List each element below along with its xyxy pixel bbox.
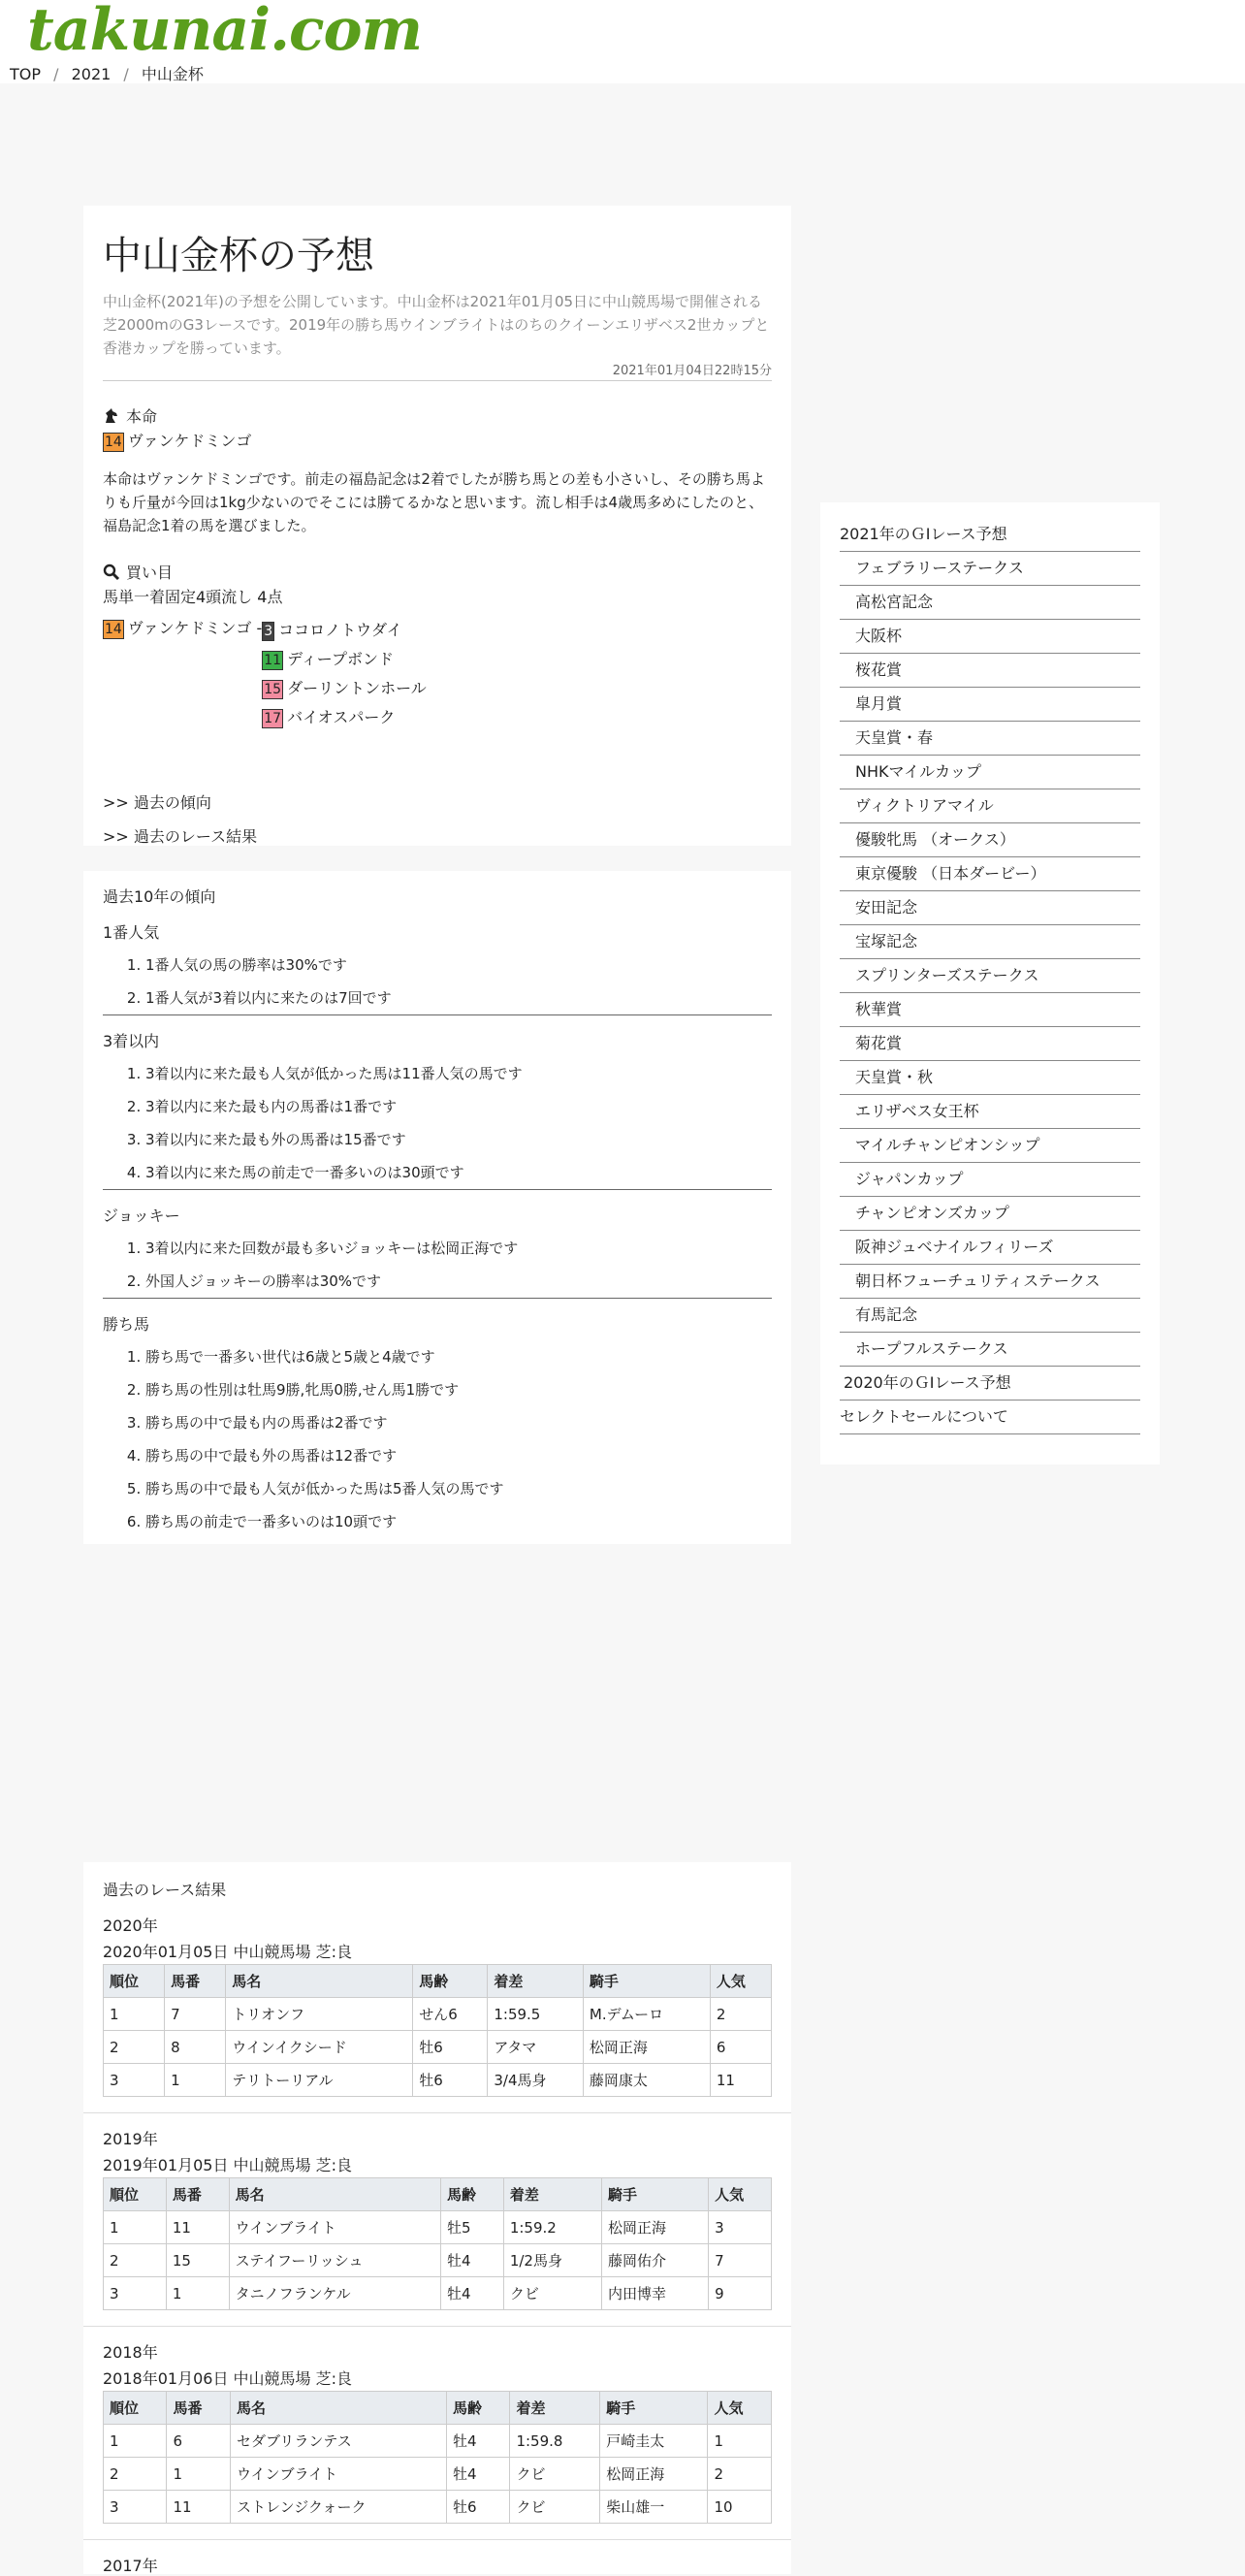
table-row [104,2064,772,2097]
sidebar-category-link[interactable]: 2021年のＧⅠレース予想 [840,518,1140,552]
column-header: 馬名 [229,2178,440,2211]
trend-list [103,1340,772,1538]
sidebar-race-link[interactable]: 宝塚記念 [840,925,1140,959]
sidebar-race-link[interactable]: 菊花賞 [840,1027,1140,1061]
column-header: 騎手 [583,1965,710,1998]
trend-item: 3. 勝ち馬の中で最も内の馬番は2番です [145,1406,772,1439]
table-header-row [104,2392,772,2425]
trend-item: 2. 1番人気が3着以内に来たのは7回です [145,982,772,1014]
table-cell: ウインブライト [230,2458,446,2491]
table-cell: 1 [708,2425,772,2458]
result-year: 2017年 [103,2557,158,2575]
table-cell: 6 [710,2031,771,2064]
table-cell: ウインブライト [229,2211,440,2244]
table-cell: 2 [104,2244,167,2277]
sidebar-race-link[interactable]: スプリンターズステークス [840,959,1140,993]
kaime-label: 買い目 [126,564,174,582]
column-header: 騎手 [602,2178,709,2211]
sidebar-race-link[interactable]: マイルチャンピオンシップ [840,1129,1140,1163]
trends-title: 過去10年の傾向 [103,887,216,906]
table-cell: 2 [104,2031,165,2064]
sidebar-race-link[interactable]: フェブラリーステークス [840,552,1140,586]
trend-group-title: 1番人気 [103,923,160,942]
table-cell: ストレンジクォーク [230,2491,446,2524]
partner-horse [262,645,427,674]
horse-number-badge: 15 [264,682,282,697]
table-cell: 11 [167,2491,230,2524]
partner-horse [262,703,427,732]
table-cell: 松岡正海 [583,2031,710,2064]
trend-item: 5. 勝ち馬の中で最も人気が低かった馬は5番人気の馬です [145,1472,772,1505]
sidebar-race-link[interactable]: 天皇賞・秋 [840,1061,1140,1095]
table-cell: 11 [166,2211,229,2244]
sidebar-race-link[interactable]: 秋華賞 [840,993,1140,1027]
search-icon [103,564,120,581]
table-cell: 1:59.5 [488,1998,584,2031]
race-info: 2019年01月05日 中山競馬場 芝:良 [103,2156,353,2174]
trend-item: 6. 勝ち馬の前走で一番多いのは10頭です [145,1505,772,1538]
column-header: 着差 [503,2178,601,2211]
link-past-results[interactable]: >> 過去のレース結果 [103,827,258,846]
table-cell: 1:59.8 [510,2425,600,2458]
trend-item: 2. 3着以内に来た最も内の馬番は1番です [145,1090,772,1123]
partner-list [262,616,427,732]
table-row [104,2425,772,2458]
column-header: 順位 [104,1965,165,1998]
divider [103,1014,772,1015]
table-cell: アタマ [488,2031,584,2064]
sidebar-race-link[interactable]: 阪神ジュベナイルフィリーズ [840,1231,1140,1265]
axis-horse [103,616,262,732]
table-row [104,2031,772,2064]
results-table [103,2177,772,2310]
page-title: 中山金杯の予想 [103,234,374,278]
table-cell: 1/2馬身 [503,2244,601,2277]
column-header: 馬番 [167,2392,230,2425]
results-card [83,1862,791,2574]
table-cell: 松岡正海 [600,2458,708,2491]
divider [83,2326,791,2327]
partner-horse [262,674,427,703]
table-header-row [104,2178,772,2211]
trend-group-title: 3着以内 [103,1032,160,1050]
breadcrumb-separator: / [53,65,59,83]
sidebar-race-link[interactable]: 優駿牝馬 （オークス） [840,823,1140,857]
column-header: 人気 [709,2178,772,2211]
table-cell: 1 [104,2425,167,2458]
table-cell: 1:59.2 [503,2211,601,2244]
kaime-heading [103,561,772,583]
bet-type: 馬単一着固定4頭流し 4点 [103,588,283,606]
sidebar-category-link[interactable]: セレクトセールについて [840,1401,1140,1434]
column-header: 馬番 [166,2178,229,2211]
results-table [103,2391,772,2524]
table-cell: 1 [167,2458,230,2491]
honmei-heading [103,404,772,427]
trend-item: 1. 勝ち馬で一番多い世代は6歳と5歳と4歳です [145,1340,772,1373]
table-row [104,2277,772,2310]
column-header: 馬齢 [446,2392,509,2425]
horse-number-badge: 14 [105,435,122,450]
table-cell: 9 [709,2277,772,2310]
column-header: 着差 [488,1965,584,1998]
table-cell: 内田博幸 [602,2277,709,2310]
trend-item: 4. 3着以内に来た馬の前走で一番多いのは30頭です [145,1156,772,1189]
sidebar-race-link[interactable]: 大阪杯 [840,620,1140,654]
table-row [104,2211,772,2244]
divider [83,2539,791,2540]
table-cell: 牡4 [441,2244,504,2277]
bet-combination [103,616,772,732]
horse-number-badge: 17 [264,711,282,726]
table-cell: 1 [104,2211,167,2244]
honmei-name: ヴァンケドミンゴ [127,432,252,450]
table-cell: 10 [708,2491,772,2524]
sidebar-race-link[interactable]: 有馬記念 [840,1299,1140,1333]
divider [83,2112,791,2113]
breadcrumb-top[interactable]: TOP [10,65,42,83]
table-cell: 牡4 [441,2277,504,2310]
partner-name: ダーリントンホール [287,679,427,697]
table-cell: 藤岡康太 [583,2064,710,2097]
table-cell: 3 [709,2211,772,2244]
table-cell: 7 [709,2244,772,2277]
table-cell: テリトーリアル [226,2064,413,2097]
table-cell: 牡6 [446,2491,509,2524]
table-row [104,2244,772,2277]
table-cell: トリオンフ [226,1998,413,2031]
breadcrumb-current: 中山金杯 [141,65,204,83]
horse-number-badge: 3 [264,624,273,639]
sidebar-race-link[interactable]: エリザベス女王杯 [840,1095,1140,1129]
sidebar-race-link[interactable]: NHKマイルカップ [840,756,1140,789]
sidebar-race-link[interactable]: 東京優駿 （日本ダービー） [840,857,1140,891]
trend-item: 2. 勝ち馬の性別は牡馬9勝,牝馬0勝,せん馬1勝です [145,1373,772,1406]
column-header: 人気 [710,1965,771,1998]
horse-number-badge: 14 [105,622,122,637]
breadcrumb-separator: / [123,65,129,83]
divider [103,1189,772,1190]
combo-dash: - [256,619,263,637]
table-row [104,2491,772,2524]
trend-item: 2. 外国人ジョッキーの勝率は30%です [145,1265,772,1298]
table-cell: 8 [165,2031,226,2064]
column-header: 馬齢 [441,2178,504,2211]
column-header: 馬番 [165,1965,226,1998]
breadcrumb [10,62,204,84]
table-cell: セダブリランテス [230,2425,446,2458]
trends-card [83,871,791,1544]
table-cell: 1 [104,1998,165,2031]
table-cell: 6 [167,2425,230,2458]
table-cell: 牡4 [446,2458,509,2491]
column-header: 騎手 [600,2392,708,2425]
table-cell: せん6 [413,1998,488,2031]
sidebar-race-link[interactable]: ヴィクトリアマイル [840,789,1140,823]
publish-date: 2021年01月04日22時15分 [103,360,772,381]
trend-list [103,949,772,1014]
honmei-reason: 本命はヴァンケドミンゴです。前走の福島記念は2着でしたが勝ち馬との差も小さいし、その勝ち馬よりも斤量が今回は1kg少ないのでそこには勝てるかなと思います。流し相手は4歳馬多めにしたのと、福島記念1着の馬を選びました。 [103,470,765,534]
race-info: 2018年01月06日 中山競馬場 芝:良 [103,2369,353,2388]
article-lead: 中山金杯(2021年)の予想を公開しています。中山金杯は2021年01月05日に中山競馬場で開催される芝2000mのG3レースです。2019年の勝ち馬ウインブライトはのちのクイーンエリザベス2世カップと香港カップを勝っています。 [103,293,770,357]
column-header: 順位 [104,2392,167,2425]
table-cell: 戸崎圭太 [600,2425,708,2458]
table-cell: 柴山雄一 [600,2491,708,2524]
honmei-horse [103,427,772,456]
horse-number-badge: 11 [264,653,282,668]
column-header: 人気 [708,2392,772,2425]
horse-icon [103,407,120,425]
result-year: 2020年 [103,1916,158,1935]
table-cell: 1 [165,2064,226,2097]
table-cell: 松岡正海 [602,2211,709,2244]
table-cell: 11 [710,2064,771,2097]
table-cell: 2 [708,2458,772,2491]
trend-item: 1. 1番人気の馬の勝率は30%です [145,949,772,982]
table-header-row [104,1965,772,1998]
table-cell: M.デムーロ [583,1998,710,2031]
table-cell: ステイフーリッシュ [229,2244,440,2277]
table-cell: 3 [104,2277,167,2310]
table-cell: 15 [166,2244,229,2277]
trend-item: 4. 勝ち馬の中で最も外の馬番は12番です [145,1439,772,1472]
partner-name: ココロノトウダイ [278,621,402,639]
table-cell: ウインイクシード [226,2031,413,2064]
table-cell: タニノフランケル [229,2277,440,2310]
trend-item: 1. 3着以内に来た最も人気が低かった馬は11番人気の馬です [145,1057,772,1090]
table-cell: クビ [510,2491,600,2524]
sidebar-menu [820,502,1160,1434]
column-header: 馬名 [226,1965,413,1998]
sidebar-race-link[interactable]: 安田記念 [840,891,1140,925]
site-logo[interactable]: takunai.com [27,0,423,64]
column-header: 着差 [510,2392,600,2425]
results-title: 過去のレース結果 [103,1881,227,1899]
table-cell: 3/4馬身 [488,2064,584,2097]
sidebar-race-link[interactable]: チャンピオンズカップ [840,1197,1140,1231]
sidebar-race-link[interactable]: 桜花賞 [840,654,1140,688]
trend-group-title: 勝ち馬 [103,1315,150,1334]
trend-item: 1. 3着以内に来た回数が最も多いジョッキーは松岡正海です [145,1232,772,1265]
race-info: 2020年01月05日 中山競馬場 芝:良 [103,1943,353,1961]
table-row [104,1998,772,2031]
trend-item: 3. 3着以内に来た最も外の馬番は15番です [145,1123,772,1156]
trend-list [103,1057,772,1189]
table-cell: 牡5 [441,2211,504,2244]
table-cell: 2 [710,1998,771,2031]
sidebar [820,502,1160,1465]
table-cell: 2 [104,2458,167,2491]
table-cell: 牡6 [413,2031,488,2064]
table-cell: 牡4 [446,2425,509,2458]
site-header [0,0,1245,83]
column-header: 馬名 [230,2392,446,2425]
sidebar-race-link[interactable]: ホープフルステークス [840,1333,1140,1367]
sidebar-race-link[interactable]: ジャパンカップ [840,1163,1140,1197]
trend-list [103,1232,772,1298]
table-cell: 3 [104,2064,165,2097]
result-year: 2019年 [103,2130,158,2148]
partner-horse [262,616,427,645]
divider [103,1298,772,1299]
sidebar-race-link[interactable]: 天皇賞・春 [840,722,1140,756]
table-row [104,2458,772,2491]
column-header: 馬齢 [413,1965,488,1998]
sidebar-category-link[interactable]: 2020年のＧⅠレース予想 [840,1367,1140,1401]
table-cell: 1 [166,2277,229,2310]
result-year: 2018年 [103,2343,158,2362]
partner-name: バイオスパーク [287,708,396,726]
honmei-label: 本命 [126,407,158,426]
breadcrumb-year[interactable]: 2021 [71,65,112,83]
partner-name: ディープボンド [287,650,394,668]
column-header: 順位 [104,2178,167,2211]
link-past-trends[interactable]: >> 過去の傾向 [103,793,211,812]
table-cell: 藤岡佑介 [602,2244,709,2277]
sidebar-race-link[interactable]: 高松宮記念 [840,586,1140,620]
table-cell: 牡6 [413,2064,488,2097]
table-cell: 3 [104,2491,167,2524]
table-cell: クビ [503,2277,601,2310]
results-table [103,1964,772,2097]
prediction-card [83,206,791,846]
sidebar-race-link[interactable]: 皐月賞 [840,688,1140,722]
axis-horse-name: ヴァンケドミンゴ [127,619,252,637]
table-cell: クビ [510,2458,600,2491]
trend-group-title: ジョッキー [103,1207,180,1225]
sidebar-race-link[interactable]: 朝日杯フューチュリティステークス [840,1265,1140,1299]
table-cell: 7 [165,1998,226,2031]
